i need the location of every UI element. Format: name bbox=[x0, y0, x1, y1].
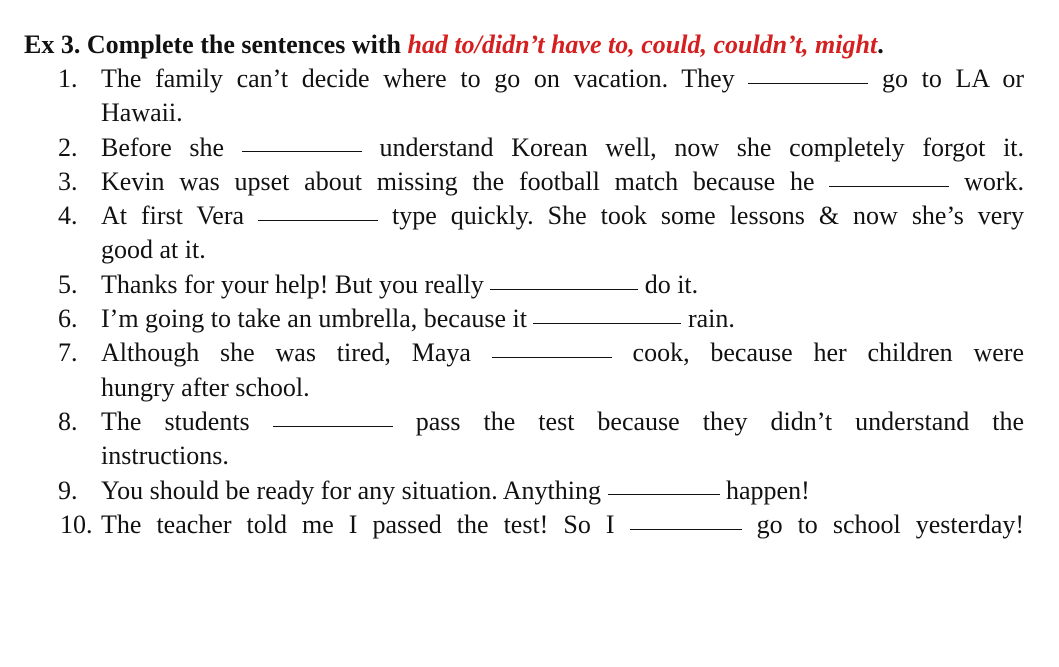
sentence-after: go to LA or bbox=[881, 64, 1025, 93]
sentence-after: understand Korean well, now she completely forgot it. bbox=[379, 132, 1025, 162]
sentence-before: The students bbox=[101, 406, 250, 436]
item-number: 4. bbox=[58, 201, 78, 231]
item-number: 7. bbox=[58, 338, 78, 368]
item-number: 1. bbox=[58, 64, 78, 93]
sentence-before: Although she was tired, Maya bbox=[101, 338, 471, 368]
sentence-line bbox=[101, 302, 1024, 336]
sentence-before: The teacher told me I passed the test! So I bbox=[101, 509, 615, 539]
exercise-title bbox=[24, 28, 884, 62]
exercise-item-7 bbox=[58, 336, 1024, 405]
sentence-before: The family can’t decide where to go on vacation. They bbox=[101, 64, 735, 93]
title-prefix: Ex 3. Complete the sentences with bbox=[24, 30, 408, 59]
sentence-before: Thanks for your help! But you really bbox=[101, 269, 484, 299]
sentence-after: do it. bbox=[644, 269, 699, 299]
sentence-before: Before she bbox=[101, 132, 225, 162]
sentence-line bbox=[101, 62, 1024, 96]
sentence-before: You should be ready for any situation. Anything bbox=[101, 475, 601, 505]
exercise-item-5 bbox=[58, 268, 1024, 302]
sentence-line bbox=[101, 199, 1024, 233]
exercise-item-9 bbox=[58, 474, 1024, 508]
sentence-after: cook, because her children were bbox=[632, 338, 1024, 368]
sentence-before: I’m going to take an umbrella, because it bbox=[101, 304, 527, 334]
answer-blank[interactable] bbox=[273, 425, 393, 427]
sentence-continuation: good at it. bbox=[101, 235, 206, 265]
exercise-item-1 bbox=[58, 62, 1024, 131]
exercise-item-4 bbox=[58, 199, 1024, 268]
exercise-item-2 bbox=[58, 131, 1024, 165]
sentence-after: pass the test because they didn’t understand the bbox=[415, 406, 1025, 436]
sentence-line bbox=[101, 474, 1024, 508]
sentence-line bbox=[101, 508, 1024, 542]
answer-blank[interactable] bbox=[608, 493, 720, 495]
item-number: 9. bbox=[58, 475, 78, 505]
exercise-item-8 bbox=[58, 405, 1024, 474]
sentence-after: happen! bbox=[726, 475, 810, 505]
item-number: 3. bbox=[58, 166, 78, 196]
item-number: 10. bbox=[60, 509, 93, 539]
title-suffix: . bbox=[877, 30, 884, 59]
sentence-before: Kevin was upset about missing the football match because he bbox=[101, 166, 815, 196]
sentence-after: rain. bbox=[687, 304, 735, 334]
sentence-before: At first Vera bbox=[101, 201, 245, 231]
exercise-item-6 bbox=[58, 302, 1024, 336]
answer-blank[interactable] bbox=[533, 322, 681, 324]
sentence-continuation: Hawaii. bbox=[101, 98, 183, 128]
sentence-line bbox=[101, 165, 1024, 199]
answer-blank[interactable] bbox=[492, 356, 612, 358]
item-number: 8. bbox=[58, 406, 78, 436]
item-number: 6. bbox=[58, 304, 78, 334]
sentence-line bbox=[101, 131, 1024, 165]
sentence-after: type quickly. She took some lessons & now she’s very bbox=[392, 201, 1025, 231]
answer-blank[interactable] bbox=[242, 150, 362, 152]
exercise-item-3 bbox=[58, 165, 1024, 199]
sentence-line bbox=[101, 336, 1024, 370]
exercise-list bbox=[58, 62, 1024, 542]
answer-blank[interactable] bbox=[748, 82, 868, 84]
answer-blank[interactable] bbox=[829, 185, 949, 187]
sentence-after: work. bbox=[964, 166, 1024, 196]
title-highlight: had to/didn’t have to, could, couldn’t, might bbox=[407, 30, 878, 59]
sentence-continuation: instructions. bbox=[101, 441, 229, 471]
answer-blank[interactable] bbox=[630, 528, 742, 530]
sentence-after: go to school yesterday! bbox=[756, 509, 1025, 539]
item-number: 2. bbox=[58, 132, 78, 162]
sentence-line bbox=[101, 268, 1024, 302]
exercise-item-10 bbox=[58, 508, 1024, 542]
answer-blank[interactable] bbox=[490, 288, 638, 290]
sentence-continuation: hungry after school. bbox=[101, 372, 310, 402]
answer-blank[interactable] bbox=[258, 219, 378, 221]
item-number: 5. bbox=[58, 269, 78, 299]
sentence-line bbox=[101, 405, 1024, 439]
